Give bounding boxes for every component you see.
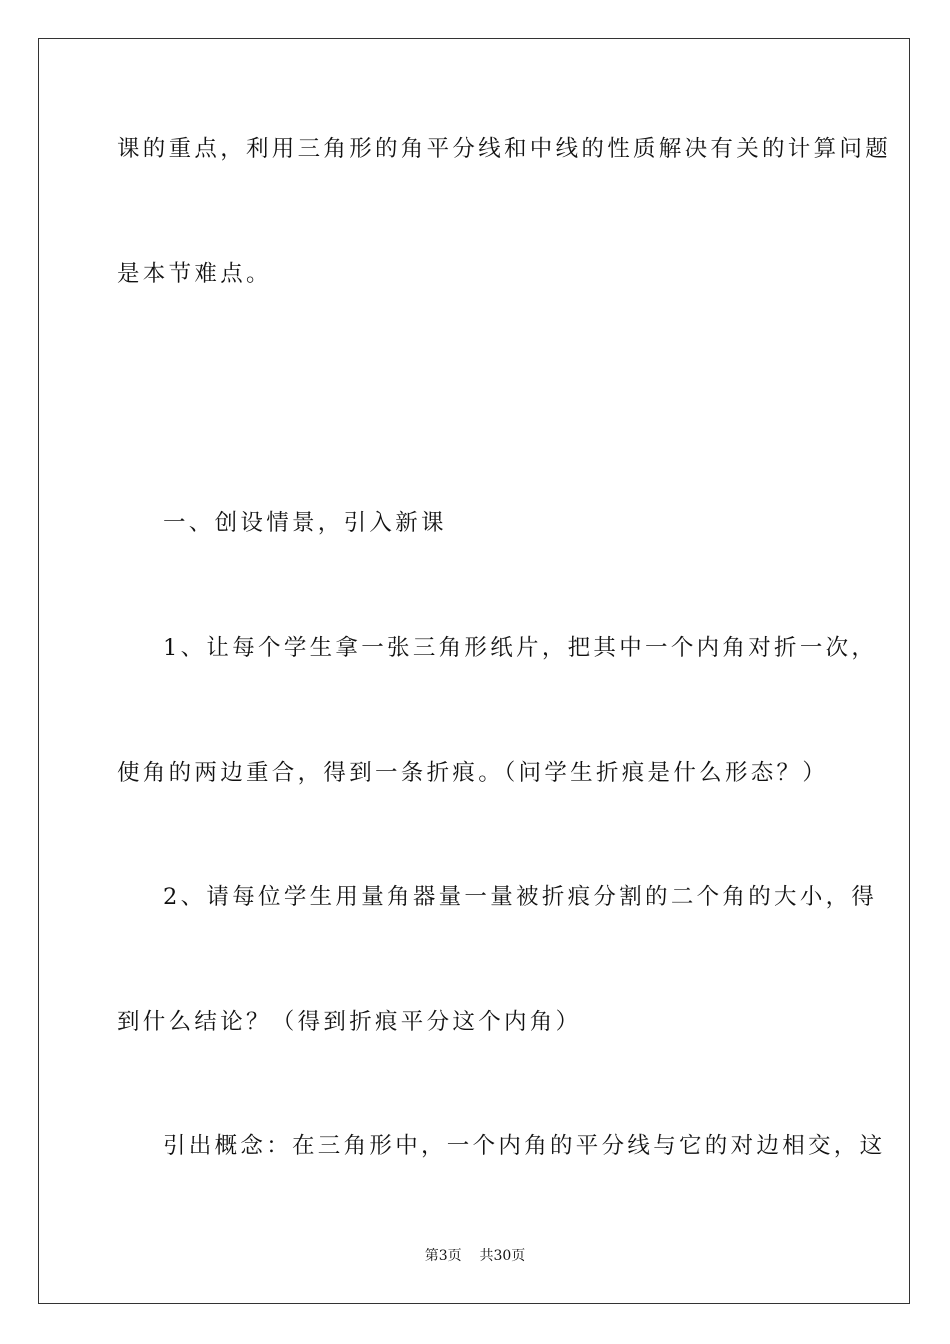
page-total: 共30页 [479, 1248, 526, 1264]
section-heading: 一、创设情景，引入新课 [163, 510, 447, 536]
page-footer [0, 1246, 950, 1266]
body-line-3: 1、让每个学生拿一张三角形纸片，把其中一个内角对折一次， [163, 635, 878, 661]
page-border [38, 38, 910, 1304]
page-number: 第3页 [424, 1248, 462, 1264]
body-line-5: 2、请每位学生用量角器量一量被折痕分割的二个角的大小，得 [163, 884, 878, 910]
body-line-6: 到什么结论？（得到折痕平分这个内角） [117, 1009, 582, 1035]
body-line-7: 引出概念：在三角形中，一个内角的平分线与它的对边相交，这 [163, 1133, 886, 1159]
body-line-4: 使角的两边重合，得到一条折痕。（问学生折痕是什么形态？） [117, 760, 829, 786]
body-line-1: 课的重点，利用三角形的角平分线和中线的性质解决有关的计算问题 [117, 136, 892, 162]
body-line-2: 是本节难点。 [117, 261, 272, 287]
